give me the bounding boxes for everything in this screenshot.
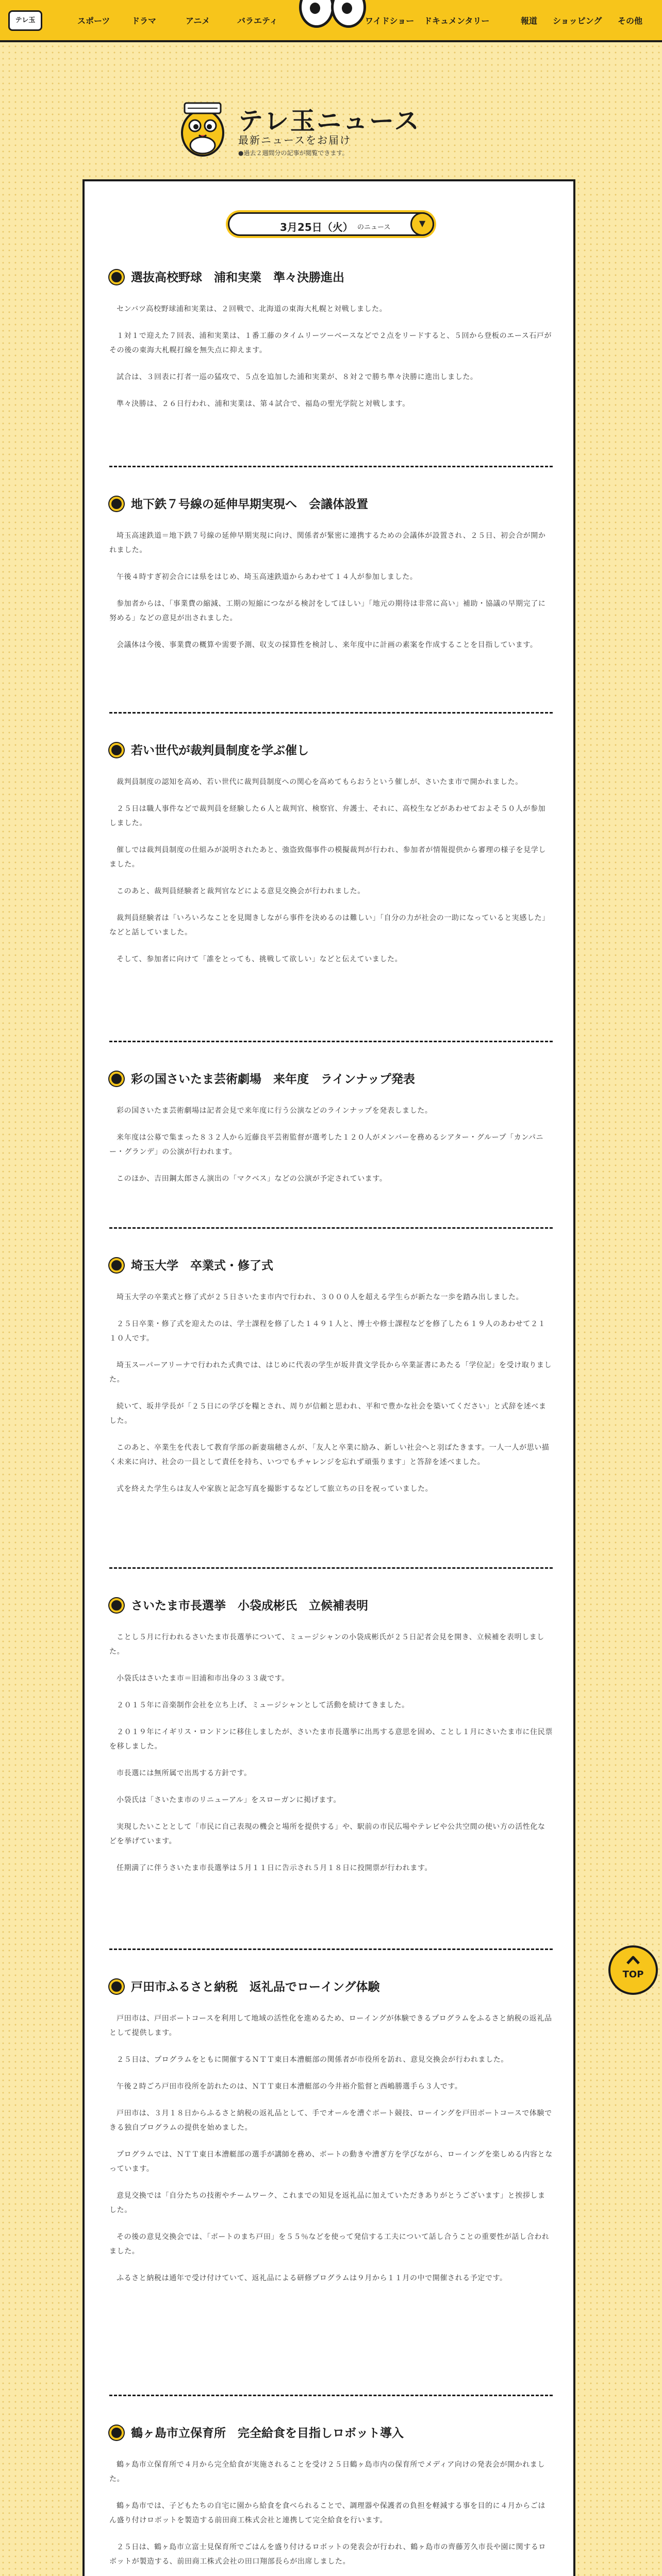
nav-item-wideshow[interactable]: ワイドショー — [365, 16, 415, 26]
news-article — [109, 1257, 553, 1509]
article-title: 地下鉄７号線の延伸早期実現へ 会議体設置 — [109, 496, 553, 513]
article-paragraph: 試合は、３回表に打者一巡の猛攻で、５点を追加した浦和実業が、８対２で勝ち準々決勝に進出しました。 — [117, 373, 478, 381]
article-paragraph: そして、参加者に向けて「誰をとっても、挑戦して欲しい」などと伝えていました。 — [117, 955, 403, 963]
article-paragraph: ２５日は職人事件などで裁判員を経験した６人と裁判官、検察官、弁護士、それに、高校生などがあわせておよそ５０人が参加しました。 — [109, 805, 546, 827]
bullet-icon — [109, 1072, 124, 1086]
article-paragraph: 小袋氏は「さいたま市のリニューアル」をスローガンに掲げます。 — [117, 1796, 341, 1804]
article-paragraph: 任期満了に伴うさいたま市長選挙は５月１１日に告示され５月１８日に投開票が行われます。 — [117, 1864, 433, 1872]
mascot-character-icon — [174, 96, 231, 163]
date-suffix: のニュース — [357, 224, 391, 231]
article-paragraph: 催しでは裁判員制度の仕組みが説明されたあと、強盗致傷事件の模擬裁判が行われ、参加者が情報提供から審理の様子を見学しました。 — [109, 846, 547, 869]
article-paragraph: このあと、卒業生を代表して教育学部の新妻瑞穂さんが、「友人と卒業に励み、新しい社会へと羽ばたきます。一人一人が思い描く未来に向け、社会の一員として責任を持ち、いつでもチャレンジを忘れず頑張ります」と答辞を述べました。 — [109, 1444, 550, 1466]
article-title: 若い世代が裁判員制度を学ぶ催し — [109, 742, 553, 759]
back-to-top-label: TOP — [622, 1969, 644, 1980]
article-paragraph: 彩の国さいたま芸術劇場は記者会見で来年度に行う公演などのラインナップを発表しました。 — [117, 1107, 433, 1115]
news-article — [109, 1597, 553, 1888]
article-paragraph: 実現したいこととして「市民に自己表現の機会と場所を提供する」や、駅前の市民広場やテレビや公共空間の使い方の活性化などを挙げています。 — [109, 1823, 545, 1845]
news-container — [82, 179, 575, 2576]
nav-item-drama[interactable]: ドラマ — [131, 16, 157, 26]
top-nav-bar — [0, 0, 662, 42]
divider — [109, 466, 553, 468]
logo-text: テレ玉 — [15, 16, 36, 24]
article-paragraph: 市長選には無所属で出馬する方針です。 — [117, 1769, 252, 1777]
article-paragraph: ２５日は、プログラムをともに開催するＮＴＴ東日本漕艇部の関係者が市役所を訪れ、意見交換会が行われました。 — [117, 2056, 508, 2064]
divider — [109, 1041, 553, 1043]
arrow-up-icon — [626, 1955, 640, 1965]
news-article — [109, 496, 553, 665]
divider — [109, 1227, 553, 1230]
nav-item-shopping[interactable]: ショッピング — [553, 16, 602, 26]
article-paragraph: その後の意見交換会では、「ボートのまち戸田」を５５％などを使って発信する工夫について話し合うことの重要性が話し合われました。 — [109, 2233, 550, 2256]
article-paragraph: 埼玉大学の卒業式と修了式が２５日さいたま市内で行われ、３０００人を超える学生らが新たな一歩を踏み出しました。 — [117, 1293, 524, 1301]
news-article — [109, 2425, 553, 2576]
archive-note: ●過去２週間分の記事が閲覧できます。 — [238, 149, 349, 157]
article-paragraph: 埼玉高速鉄道＝地下鉄７号線の延伸早期実現に向け、関係者が緊密に連携するための会議体が設置され、２５日、初会合が開かれました。 — [109, 532, 546, 554]
bullet-icon — [109, 1598, 124, 1613]
article-paragraph: 戸田市は、３月１８日からふるさと納税の返礼品として、手でオールを漕ぐボート競技、ローイングを戸田ボートコースで体験できる独自プログラムの提供を始めました。 — [109, 2109, 552, 2132]
article-paragraph: 裁判員制度の認知を高め、若い世代に裁判員制度への関心を高めてもらおうという催しが、さいたま市で開かれました。 — [117, 778, 523, 786]
article-title: 選抜高校野球 浦和実業 準々決勝進出 — [109, 269, 553, 286]
article-paragraph: 戸田市は、戸田ボートコースを利用して地域の活性化を進めるため、ローイングが体験できるプログラムをふるさと納税の返礼品として提供します。 — [109, 2014, 552, 2037]
nav-item-variety[interactable]: バラエティ — [237, 16, 278, 26]
article-paragraph: センバツ高校野球浦和実業は、２回戦で、北海道の東海大札幌と対戦しました。 — [117, 305, 387, 313]
article-title: 彩の国さいたま芸術劇場 来年度 ラインナップ発表 — [109, 1071, 553, 1088]
chevron-down-icon[interactable]: ▼ — [410, 212, 434, 236]
back-to-top-button[interactable] — [608, 1945, 658, 1995]
article-paragraph: １対１で迎えた７回表、浦和実業は、１番工藤のタイムリーツーベースなどで２点をリードすると、５回から登板のエース石戸がその後の東海大札幌打線を無失点に抑えます。 — [109, 332, 552, 354]
article-title: さいたま市長選挙 小袋成彬氏 立候補表明 — [109, 1597, 553, 1615]
article-title: 鶴ヶ島市立保育所 完全給食を目指しロボット導入 — [109, 2425, 553, 2442]
article-paragraph: 埼玉スーパーアリーナで行われた式典では、はじめに代表の学生が坂井貴文学長から卒業証書にあたる「学位記」を受け取りました。 — [109, 1361, 552, 1384]
article-paragraph: 午後４時すぎ初会合には県をはじめ、埼玉高速鉄道からあわせて１４人が参加しました。 — [117, 573, 418, 581]
article-paragraph: ２５日卒業・修了式を迎えたのは、学士課程を修了した１４９１人と、博士や修士課程などを修了した６１９人のあわせて２１１０人です。 — [109, 1320, 546, 1343]
bullet-icon — [109, 2426, 124, 2440]
nav-item-sports[interactable]: スポーツ — [77, 16, 110, 26]
article-paragraph: ２０１５年に音楽制作会社を立ち上げ、ミュージシャンとして活動を続けてきました。 — [117, 1701, 409, 1709]
divider — [109, 2395, 553, 2397]
article-paragraph: プログラムでは、ＮＴＴ東日本漕艇部の選手が講師を務め、ボートの動きや漕ぎ方を学びながら、ローイングを楽しめる内容となっています。 — [109, 2150, 553, 2173]
news-article — [109, 1978, 553, 2298]
article-paragraph: ことし５月に行われるさいたま市長選挙について、ミュージシャンの小袋成彬氏が２５日記者会見を開き、立候補を表明しました。 — [109, 1633, 544, 1656]
news-article — [109, 269, 553, 423]
site-logo[interactable] — [8, 10, 42, 31]
article-paragraph: 意見交換では「自分たちの技術やチームワーク、これまでの知見を返礼品に加えていただきありがとうございます」と挨拶しました。 — [109, 2192, 545, 2214]
page-title: テレ玉ニュース — [238, 107, 421, 135]
article-paragraph: 参加者からは、「事業費の縮減、工期の短縮につながる検討をしてほしい」「地元の期待は非常に高い」補助・協議の早期完了に努める」などの意見が出されました。 — [109, 600, 546, 622]
page-subtitle: 最新ニュースをお届け — [238, 134, 351, 146]
divider — [109, 1567, 553, 1570]
nav-item-anime[interactable]: アニメ — [186, 16, 210, 26]
article-paragraph: 準々決勝は、２６日行われ、浦和実業は、第４試合で、福島の聖光学院と対戦します。 — [117, 400, 410, 408]
news-article — [109, 1071, 553, 1198]
article-paragraph: ２５日は、鶴ヶ島市立富士見保育所でごはんを盛り付けるロボットの発表会が行われ、鶴ヶ島市の齊藤芳久市長や園に関するロボットが製造する、前田商工株式会社の田口翔部長らが出席しました。 — [109, 2543, 547, 2566]
bullet-icon — [109, 1258, 124, 1273]
article-paragraph: 続いて、坂井学長が「２５日にの学びを糧とされ、周りが信頼と思われ、平和で豊かな社会を築いてください」と式辞を述べました。 — [109, 1402, 547, 1425]
divider — [109, 712, 553, 715]
article-paragraph: このほか、吉田鋼太郎さん演出の「マクベス」などの公演が予定されています。 — [117, 1175, 387, 1183]
article-paragraph: ふるさと納税は通年で受け付けていて、返礼品による研修プログラムは９月から１１月の中で開催される予定です。 — [117, 2274, 507, 2282]
article-paragraph: ２０１９年にイギリス・ロンドンに移住しましたが、さいたま市長選挙に出馬する意思を固め、ことし１月にさいたま市に住民票を移しました。 — [109, 1728, 553, 1751]
article-paragraph: 式を終えた学生らは友人や家族と記念写真を撮影するなどして旅立ちの日を祝っていました。 — [117, 1485, 433, 1493]
bullet-icon — [109, 1979, 124, 1994]
article-paragraph: 小袋氏はさいたま市＝旧浦和市出身の３３歳です。 — [117, 1674, 289, 1683]
article-paragraph: 裁判員経験者は「いろいろなことを見聞きしながら事件を決めるのは難しい」「自分の力が社会の一助になっていると実感した」などと話していました。 — [109, 914, 550, 937]
nav-item-news[interactable]: 報道 — [521, 16, 538, 26]
article-paragraph: 午後２時ごろ戸田市役所を訪れたのは、ＮＴＴ東日本漕艇部の今井裕介監督と西嶋勝選手ら３人です。 — [117, 2082, 462, 2091]
nav-item-other[interactable]: その他 — [618, 16, 643, 26]
article-paragraph: 鶴ヶ島市立保育所で４月から完全給食が実施されることを受け２５日鶴ヶ島市内の保育所でメディア向けの発表会が開かれました。 — [109, 2461, 545, 2483]
bullet-icon — [109, 270, 124, 284]
article-paragraph: 鶴ヶ島市では、子どもたちの自宅に園から給食を食べられることで、調理器や保護者の負担を軽減する事を目的に４月からごはん盛り付けロボットを製造する前田商工株式会社と連携して完全給食を行います。 — [109, 2502, 545, 2524]
article-paragraph: 来年度は公募で集まった８３２人から近藤良平芸術監督が選考した１２０人がメンバーを務めるシアター・グループ「カンパニー・グランデ」の公演が行われます。 — [109, 1133, 544, 1156]
article-paragraph: このあと、裁判員経験者と裁判官などによる意見交換会が行われました。 — [117, 887, 365, 895]
mascot-eyes-icon — [299, 0, 366, 28]
divider — [109, 1948, 553, 1951]
news-article — [109, 742, 553, 979]
article-paragraph: 会議体は今後、事業費の概算や需要予測、収支の採算性を検討し、来年度中に計画の素案を作成することを目指しています。 — [117, 641, 538, 649]
date-selector[interactable] — [228, 212, 434, 236]
selected-date: 3月25日（火） — [280, 221, 353, 233]
bullet-icon — [109, 743, 124, 757]
nav-item-documentary[interactable]: ドキュメンタリー — [424, 16, 490, 26]
article-title: 戸田市ふるさと納税 返礼品でローイング体験 — [109, 1978, 553, 1996]
article-title: 埼玉大学 卒業式・修了式 — [109, 1257, 553, 1275]
bullet-icon — [109, 497, 124, 511]
